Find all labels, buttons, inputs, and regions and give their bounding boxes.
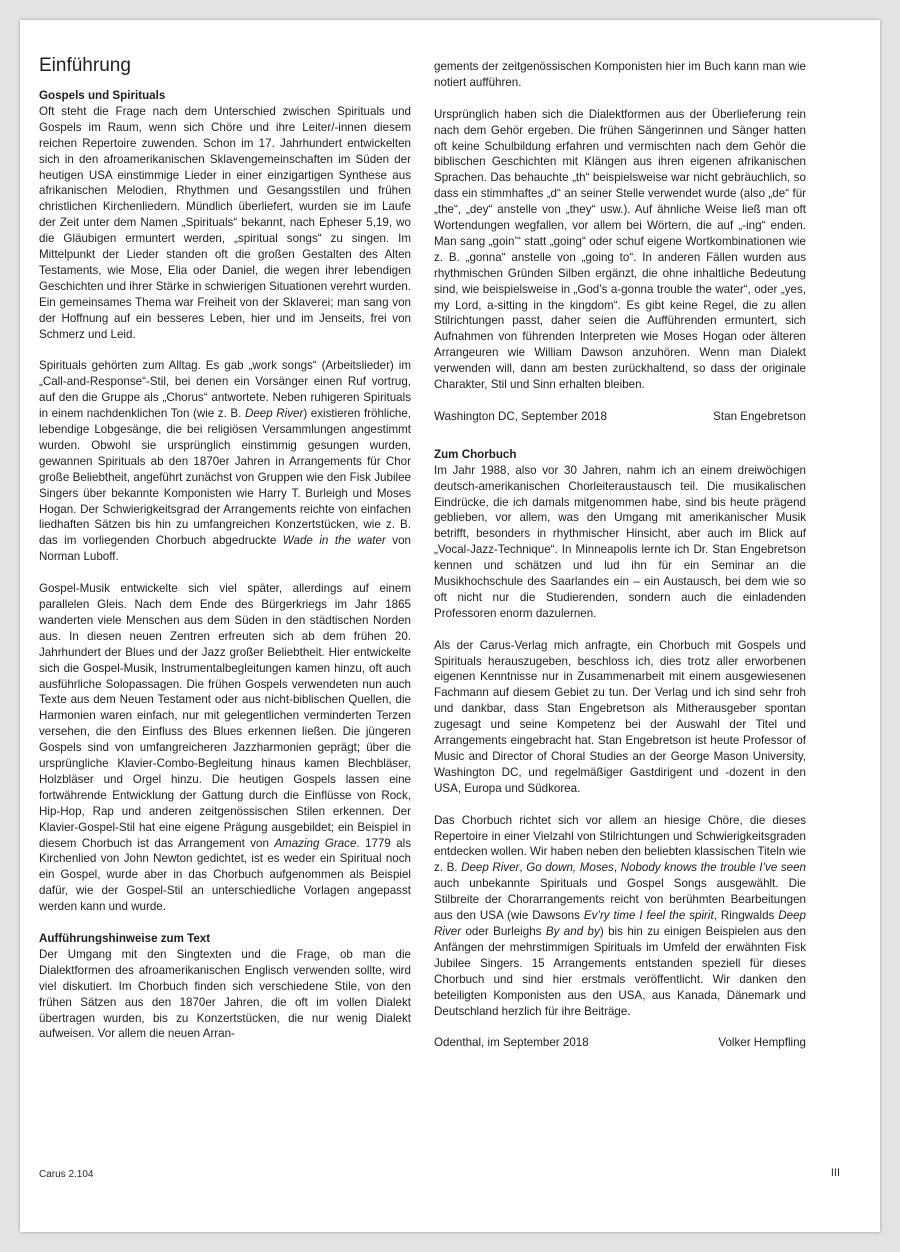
heading-zum-chorbuch: Zum Chorbuch [434, 447, 517, 461]
paragraph: Ursprünglich haben sich die Dialektformen aus der Überlieferung rein nach dem Gehör ergeben. Die frühen Sängerinnen und Sänger hatten oft keine Schulbildung erfahren und vermischten nach dem Gehör die biblischen Geschichten mit Klängen aus ihren eigenen afrikanischen Sprachen. Das behauchte „th“ beispielsweise war nicht gebräuchlich, so dass ein stimmhaftes „d“ an seiner Stelle verwendet wurde (also „de“ für „the“, „dey“ anstelle von „they“ usw.). Auf ähnliche Weise ließ man oft Wortendungen wegfallen, vor allem bei Wörtern, die auf „-ing“ enden. Man sang „goin’“ statt „going“ oder schuf eigene Wortkombinationen wie z. B. „gonna“ anstelle von „going to“. In anderen Fällen wurden aus rhythmischen Gründen Silben ergänzt, die ohne inhaltliche Bedeutung sind, wie beispielsweise in „God’s a-gonna trouble the water“, oder „yes, my Lord, a-sitting in the kingdom“. Es gibt keine Regel, die zu allen Stilrichtungen passt, daher seien die Aufführenden ermuntert, sich Aufnahmen von führenden Interpreten wie Moses Hogan oder älteren Arrangeuren wie William Dawson anzuhören. Wenn man Dialekt verwenden will, dann am besten zurückhaltend, so dass der originale Charakter, Stil und Sinn erhalten bleiben. [434, 107, 806, 392]
signature-name: Volker Hempfling [718, 1036, 806, 1050]
title-italic: Wade in the water [282, 534, 386, 548]
signature-line [434, 409, 806, 425]
paragraph: Oft steht die Frage nach dem Unterschied zwischen Spirituals und Gospels im Raum, wenn sich Chöre und ihre Leiter/-innen diesem reichen Repertoire zuwenden. Schon im 17. Jahrhundert entwickelten sich in den afroamerikanischen Sklavengemeinschaften im Süden der heutigen USA einstimmige Lieder in einer einzigartigen Synthese aus afrikanischen Melodien, Rhythmen und Gesangsstilen und frühen christlichen Kirchenliedern. Mündlich überliefert, wurden sie im Laufe der Zeit unter dem Namen „Spirituals“ bekannt, nach Epheser 5,19, wo die Gläubigen ermuntert werden, „spiritual songs“ zu singen. Im Mittelpunkt der Lieder standen oft die großen Gestalten des Alten Testaments, wie Mose, Elia oder Daniel, die wegen ihrer lebendigen Geschichten und ihrer Stärke in schwierigen Situationen verehrt wurden. Ein gemeinsames Thema war Freiheit von der Sklaverei; man sang von der Hoffnung auf ein besseres Leben, hier und im Jenseits, frei von Schmerz und Leid. [39, 104, 411, 341]
title-italic: Amazing Grace [274, 836, 357, 850]
paragraph: gements der zeitgenössischen Komponisten hier im Buch kann man wie notiert aufführen. [434, 60, 806, 89]
right-column [434, 59, 806, 1073]
left-column [39, 54, 411, 1042]
heading-gospels-spirituals: Gospels und Spirituals [39, 89, 166, 102]
paragraph: Im Jahr 1988, also vor 30 Jahren, nahm ich an einem dreiwöchigen deutsch-amerikanischen Chorleiteraustausch teil. Die musikalischen Eindrücke, die ich damals mitgenommen habe, sind bis heute prägend geblieben, vor allem, was den Umgang mit amerikanischer Musik betrifft, besonders in rhythmischer Hinsicht, aber auch im Blick auf „Vocal-Jazz-Technique“. In Minneapolis lernte ich Dr. Stan Engebretson kennen und schätzen und lud ihn für ein Seminar an die Musikhochschule des Saarlandes ein – ein Austausch, bei dem wie so oft nicht nur die Studierenden, sondern auch die einladenden Professoren enorm dazulernen. [434, 463, 806, 620]
signature-line [434, 1035, 806, 1051]
page-number: III [830, 1167, 840, 1179]
page-title: Einführung [39, 55, 131, 76]
signature-place-date: Washington DC, September 2018 [434, 409, 607, 423]
title-italic: Nobody knows the trouble I’ve seen [620, 861, 806, 875]
paragraph: Spirituals gehörten zum Alltag. Es gab „work songs“ (Arbeitslieder) im „Call-and-Response“-Stil, bei denen ein Vorsänger einen Ruf vortrug, auf den die Gruppe als „Chorus“ antwortete. Neben ruhigeren Spirituals in einem nachdenklichen Ton (wie z. B. Deep River) existieren fröhliche, lebendige Lobgesänge, die bei religiösen Versammlungen angestimmt wurden. Obwohl sie ursprünglich einstimmig gesungen wurden, gewannen Spirituals ab den 1870er Jahren in Arrangements für Chor große Beliebtheit, angeführt zunächst von Gruppen wie den Fisk Jubilee Singers über bekannte Komponisten wie Harry T. Burleigh und Moses Hogan. Der Schwierigkeitsgrad der Arrangements reichte von einfachen liedhaften Sätzen bis hin zu umfangreichen Konzertstücken, wie z. B. das im vorliegenden Chorbuch abgedruckte Wade in the water von Norman Luboff. [39, 359, 411, 564]
title-italic: Ev’ry time I feel the spirit [583, 909, 714, 923]
title-italic: By and by [545, 924, 600, 938]
paragraph: Der Umgang mit den Singtexten und die Frage, ob man die Dialektformen des afroamerikanischen Englisch verwenden sollte, wird viel diskutiert. Im Chorbuch finden sich verschiedene Stile, von den frühen Sätzen aus den 1870er Jahren, die oft im vollen Dialekt übertragen wurden, bis zu Konzertstücken, die nur wenig Dialekt aufweisen. Vor allem die neuen Arran- [39, 947, 411, 1041]
title-italic: Deep River [434, 909, 806, 938]
footer-catalog-number: Carus 2.104 [39, 1169, 94, 1180]
paragraph: Als der Carus-Verlag mich anfragte, ein Chorbuch mit Gospels und Spirituals herauszugeben, beschloss ich, dies trotz aller erworbenen eigenen Kenntnisse nur in Zusammenarbeit mit einem ausgewiesenen Fachmann auf diesem Gebiet zu tun. Der Verlag und ich sind sehr froh und dankbar, dass Stan Engebretson als Mitherausgeber spontan zugesagt und seine Kompetenz bei der Auswahl der Titel und Arrangements eingebracht hat. Stan Engebretson ist heute Professor of Music and Director of Choral Studies an der George Mason University, Washington DC, und regelmäßiger Gastdirigent und -dozent in den USA, Europa und Südkorea. [434, 638, 806, 795]
paragraph: Das Chorbuch richtet sich vor allem an hiesige Chöre, die dieses Repertoire in einer Vielzahl von Stilrichtungen und Schwierigkeitsgraden entdecken wollen. Wir haben neben den beliebten klassischen Titeln wie z. B. Deep River, Go down, Moses, Nobody knows the trouble I’ve seen auch unbekannte Spirituals und Gospel Songs ausgewählt. Die Stilbreite der Chorarrangements reicht von berühmten Bearbeitungen aus den USA (wie Dawsons Ev’ry time I feel the spirit, Ringwalds Deep River oder Burleighs By and by) bis hin zu einigen Beispielen aus den Anfängen der mehrstimmigen Spirituals im Umfeld der erwähnten Fisk Jubilee Singers. 15 Arrangements entstanden speziell für dieses Chorbuch und sind hier erstmals veröffentlicht. Wir danken den beteiligten Komponisten aus den USA, aus Kanada, Dänemark und Deutschland herzlich für ihre Beiträge. [434, 813, 807, 1018]
title-italic: Go down, Moses [526, 861, 614, 875]
signature-name: Stan Engebretson [713, 409, 806, 423]
signature-place-date: Odenthal, im September 2018 [434, 1036, 589, 1050]
heading-auffuehrungshinweise: Aufführungshinweise zum Text [39, 931, 211, 945]
title-italic: Deep River [461, 861, 520, 875]
title-italic: Deep River [244, 407, 304, 421]
paragraph: Gospel-Musik entwickelte sich viel später, allerdings auf einem parallelen Gleis. Nach dem Ende des Bürgerkriegs im Jahr 1865 wanderten viele Menschen aus dem Süden in den städtischen Norden aus. In diesen neuen Zentren erfreuten sich ab dem frühen 20. Jahrhundert der Blues und der Jazz großer Beliebtheit. Hier entwickelte sich die Gospel-Musik, Instrumentalbegleitungen kamen hinzu, oft auch ausführliche Solopassagen. Die frühen Gospels verwendeten nun auch Texte aus dem Neuen Testament oder aus nicht-biblischen Quellen, die Harmonien waren einfach, nur mit gelegentlichen verminderten Terzen versehen, die den Einfluss des Blues erkennen ließen. Die jüngeren Gospels sind von umfangreicheren Jazzharmonien geprägt; über die ursprüngliche Klavier-Combo-Begleitung hinaus kamen Blechbläser, Holzbläser und Orgel hinzu. Die heutigen Gospels lassen eine fortwährende Entwicklung der Gattung durch die Einflüsse von Rock, Hip-Hop, Rap und anderen zeitgenössischen Stilen erkennen. Der Klavier-Gospel-Stil hat eine eigene Prägung ausgebildet; ein Beispiel in diesem Chorbuch ist das Arrangement von Amazing Grace. 1779 als Kirchenlied von John Newton gedichtet, ist es weder ein Spiritual noch ein Gospel, wurde aber in das Chorbuch aufgenommen als Beispiel dafür, wie der Gospel-Stil an unterschiedliche Vorlagen angepasst werden kann und wurde. [39, 582, 412, 914]
